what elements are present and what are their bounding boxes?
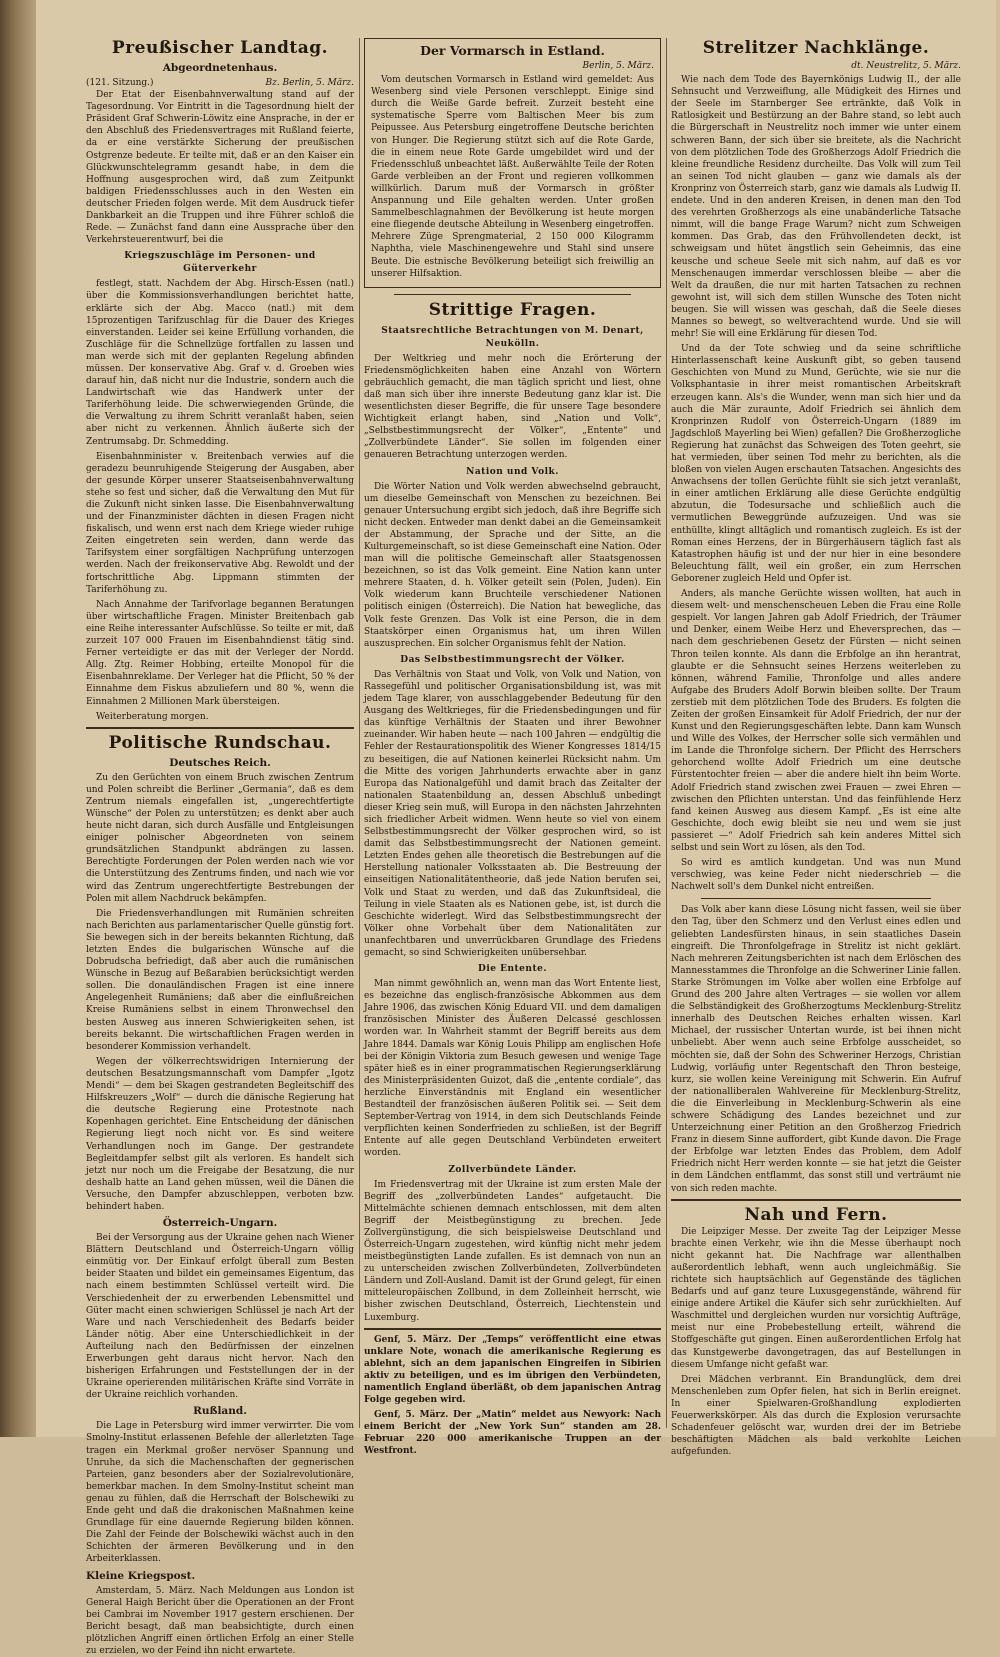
article-title-rundschau: Politische Rundschau. [86, 733, 354, 754]
paragraph: Und da der Tote schwieg und da seine schriftliche Hinterlassenschaft keine Auskunft gibt, so geben tausend Geschichten von Mund zu Mund, Gerüchte, wie sie nur die Volksphantasie in ihrer meist romantischen Arbeitskraft erzeugen kann. Als's die Wunder, wenn man sich hier und da auch die Mär zuraunte, Adolf Friedrich sei ähnlich dem Kronprinzen Rudolf von Österreich-Ungarn (1889 im Jagdschloß Mayerling bei Wien) gefallen? Die Großherzogliche Regierung hat zunächst das Schweigen des Toten geehrt, sie hat vermieden, über seinen Tod mehr zu berichten, als die bloßen von vielen Augen erschauten Tatsachen. Angesichts des Anwachsens der tollen Gerüchte fühlt sie sich jetzt veranlaßt, in einer amtlichen Erklärung alle diese Gerüchte endgültig abzutun, die Todesursache und schließlich auch die vermutlichen Beweggründe aufzuzeigen. Und was sie enthüllte, klingt alltäglich und romantisch zugleich. Es ist der Roman eines Herzens, der in Bürgerhäusern täglich fast als Katastrophen häufig ist und der nur hier in eine besondere Beleuchtung fällt, weil ein großer, ein zum Herrschen Geborener zugleich Held und Opfer ist. [671, 343, 961, 585]
landtag-session: (121. Sitzung.) [86, 77, 154, 89]
divider [701, 898, 931, 899]
article-title-landtag: Preußischer Landtag. [86, 38, 354, 59]
paragraph: So wird es amtlich kundgetan. Und was nun Mund verschwieg, was keine Feder nicht niederschrieb — die Nachwelt soll's dem Dunkel nicht entreißen. [671, 857, 961, 893]
paragraph: Amsterdam, 5. März. Nach Meldungen aus London ist General Haigh Bericht über die Operationen an der Front bei Cambrai im November 1917 gestern erschienen. Der Bericht besagt, daß man beabsichtigte, durch einen plötzlichen Angriff einen örtlichen Erfolg an einer Stelle zu erzielen, wo der Feind ihn nicht erwartete. [86, 1585, 354, 1657]
article-title-strelitz: Strelitzer Nachklänge. [671, 38, 961, 59]
divider [671, 1199, 961, 1201]
vormarsch-box [364, 38, 661, 288]
article-title-vormarsch: Der Vormarsch in Estland. [371, 43, 654, 59]
paragraph: Anders, als manche Gerüchte wissen wollten, hat auch in diesem welt- und menschenscheuen Leben die Frau eine Rolle gespielt. Vor langen Jahren gab Adolf Friedrich, der Träumer und Denker, einem Weibe Herz und Eheversprechen, das — nach dem geschriebenen Gesetz der Fürsten — nicht seinen Thron teilen konnte. Als dann die Erbfolge an ihn herantrat, glaubte er die Sehnsucht seines Herzens weiterleben zu können, während Familie, Thronfolge und alles andere Aufgabe des Bruders Adolf Borwin bleiben sollte. Der Traum zerstieb mit dem plötzlichen Tode des Bruders. Es folgten die Zeiten der großen Einsamkeit für Adolf Friedrich, der nur der Kunst und den Regierungsgeschäften lebte. Dann kam Wunsch und Wille des Volkes, der Herrscher solle sich vermählen und im Lande die Thronfolge sichern. Der Pflicht des Herrschers gehorchend wollte Adolf Friedrich um eine deutsche Fürstentochter freien — aber die andere hielt ihn beim Worte. Adolf Friedrich stand zwischen zwei Frauen — zwei Ehren — zwischen den Pflichten unterstan. Und das feinfühlende Herz fand keinen Ausweg aus diesem Kampf. „Es ist eine alte Geschichte, doch ewig bleibt sie neu und wem sie just passieret —“ Adolf Friedrich sah kein anderes Mittel sich selbst und sein Wort zu lösen, als den Tod. [671, 588, 961, 854]
column-rule [359, 38, 360, 1428]
paragraph: Der Weltkrieg und mehr noch die Erörterung der Friedensmöglichkeiten haben eine Anzahl von Wörtern gebräuchlich gemacht, die man täglich spricht und liest, ohne daß man sich über ihre innerste Bedeutung ganz klar ist. Die wesentlichsten dieser Begriffe, die für unsere Tage besondere Wichtigkeit erlangt haben, sind „Nation und Volk“, „Selbstbestimmungsrecht der Völker“, „Entente“ und „Zollverbündete Länder“. Sie sollen im folgenden einer genaueren Betrachtung unterzogen werden. [364, 353, 661, 462]
strelitz-dateline: dt. Neustrelitz, 5. März. [671, 60, 961, 72]
paragraph: Zu den Gerüchten von einem Bruch zwischen Zentrum und Polen schreibt die Berliner „Germania“, daß es dem Zentrum niemals eingefallen ist, „ungerechtfertigte Wünsche“ der Polen zu unterstützen; es denkt aber auch heute nicht daran, sich durch Ausfälle und Entgleisungen einiger polnischer Abgeordneten von seinem grundsätzlichen Standpunkt abdrängen zu lassen. Berechtigte Forderungen der Polen werden nach wie vor die Unterstützung des Zentrums finden, und nach wie vor wird das Zentrum ungerechtfertigte Bestrebungen der Polen mit allem Nachdruck bekämpfen. [86, 772, 354, 905]
section-oesterreich-ungarn: Österreich-Ungarn. [86, 1216, 354, 1230]
paragraph: Wegen der völkerrechtswidrigen Internierung der deutschen Besatzungsmannschaft vom Dampfer „Igotz Mendi“ — dem bei Skagen gestrandeten Begleitschiff des Hilfskreuzers „Wolf“ — durch die dänische Regierung hat die deutsche Regierung eine Protestnote nach Kopenhagen gerichtet. Eine Entscheidung der dänischen Regierung liegt noch nicht vor. Es sind weitere Verhandlungen noch im Gange. Der gestrandete Begleitdampfer selbst gilt als verloren. Es handelt sich jetzt nur noch um die Freigabe der Besatzung, die nur deshalb hatte an Land gehen müssen, weil die Dänen die Versuche, den Dampfer abzuschleppen, verboten bzw. behindert haben. [86, 1056, 354, 1213]
book-binding-gutter [0, 0, 36, 1437]
vormarsch-dateline: Berlin, 5. März. [371, 60, 654, 72]
paragraph: Nach Annahme der Tarifvorlage begannen Beratungen über wirtschaftliche Fragen. Minister Breitenbach gab eine Reihe interessanter Aufschlüsse. So teilte er mit, daß zurzeit 107 000 Frauen im Eisenbahndienst tätig sind. Ferner verteidigte er das mit der Verleger der Nordd. Allg. Ztg. Reimer Hobbing, erteilte Monopol für die Eisenbahnreklame. Der Verleger hat die Pflicht, 50 % der Einnahme dem Fiskus abzuliefern und 80 %, wenn die Einnahmen 2 Millionen Mark übersteigen. [86, 599, 354, 708]
paragraph: Vom deutschen Vormarsch in Estland wird gemeldet: Aus Wesenberg sind viele Personen verschleppt. Einige sind durch die Weiße Garde befreit. Zurzeit besteht eine systematische Sperre vom Baltischen Meer bis zum Peipussee. Aus Petersburg eingetroffene Deutsche berichten von Hunger. Die Regierung stützt sich auf die Rote Garde, die in einem neue Rote Garde umgebildet wird und der Friedensschluß unbeachtet läßt. Außerwählte Teile der Roten Garde verbleiben an der Front und regieren vollkommen willkürlich. Darum muß der Vormarsch in größter Anspannung und Eile gehalten werden. Unter großen Sammelbeschlagnahmen der Bevölkerung ist heute morgen eine fliegende deutsche Abteilung in Wesenberg eingetroffen. Mehrere Züge Sprengmaterial, 2 150 000 Kilogramm Naphtha, viele Maschinengewehre und Stahl sind unsere Beute. Die estnische Bevölkerung beteiligt sich freiwillig an unserer Hilfsaktion. [371, 74, 654, 280]
paragraph: Die Leipziger Messe. Der zweite Tag der Leipziger Messe brachte einen Verkehr, wie ihn die Messe überhaupt noch nicht gekannt hat. Die Nachfrage war allenthalben außerordentlich lebhaft, wenn auch ungleichmäßig. Sie richtete sich hauptsächlich auf Gegenstände des täglichen Bedarfs und auf ganz teure Luxusgegenstände, während für einige andere Artikel die Käufer sich sehr zurückhielten. Auf Waschmittel und dergleichen wurden nur vorsichtig Aufträge, meist nur eine Probebestellung erteilt, während die Stoffgeschäfte gut gingen. Einen außerordentlichen Erfolg hat das Kunstgewerbe davongetragen, das auf Bestellungen in diesem Umfange nicht gefaßt war. [671, 1226, 961, 1371]
paragraph: Weiterberatung morgen. [86, 711, 354, 723]
section-heading: Das Selbstbestimmungsrecht der Völker. [364, 654, 661, 667]
article-title-nah-und-fern: Nah und Fern. [671, 1205, 961, 1226]
section-heading: Nation und Volk. [364, 466, 661, 479]
paragraph: Der Etat der Eisenbahnverwaltung stand auf der Tagesordnung. Vor Eintritt in die Tagesordnung hielt der Präsident Graf Schwerin-Löwitz eine Ansprache, in der er den Abschluß des Friedensvertrages mit Rußland feierte, da er eine verstärkte Sicherung der preußischen Ostgrenze bedeute. Er teilte mit, daß er an den Kaiser ein Glückwunschtelegramm gesandt habe, in dem die Hoffnung ausgesprochen wird, daß zum Zeitpunkt baldigen Friedensschlusses auch in den Westen ein deutscher Frieden folgen werde. Mit dem Ausdruck tiefer Dankbarkeit an die Truppen und ihre Führer schloß die Rede. — Zunächst fand dann eine Aussprache über den Verkehrsteuerentwurf, bei die [86, 89, 354, 246]
paragraph: Im Friedensvertrag mit der Ukraine ist zum ersten Male der Begriff des „zollverbündeten Landes“ aufgetaucht. Die Mittelmächte schienen demnach entschlossen, mit dem alten Begriff der Meistbegünstigung zu brechen. Jede Zollvergünstigung, die sich beispielsweise Deutschland und Österreich-Ungarn zugestehen, wird künftig nicht mehr jedem meistbegünstigten Lande zufallen. Es ist demnach von nun an zu unterscheiden zwischen Zollverbündeten, Zollverbündeten Ländern und Zoll-Ausland. Damit ist der Grund gelegt, für einen mitteleuropäischen Zollbund, in dem Zolleinheit herrscht, wie bisher zwischen Deutschland, Österreich, Liechtenstein und Luxemburg. [364, 1179, 661, 1324]
paragraph: Man nimmt gewöhnlich an, wenn man das Wort Entente liest, es bezeichne das englisch-französische Abkommen aus dem Jahre 1906, das zwischen König Eduard VII. und dem damaligen französischen Minister des Äußeren Delcassé geschlossen worden war. In Wahrheit stammt der Begriff bereits aus dem Jahre 1844. Damals war König Louis Philipp am englischen Hofe bei der Königin Viktoria zum Besuch gewesen und wenige Tage später hieß es in einer programmatischen Regierungserklärung des Ministerpräsidenten Guizot, daß die „entente cordiale“, das herzliche Einverständnis mit England ein wesentlicher Bestandteil der französischen äußeren Politik sei. — Seit dem September-Vertrag von 1914, in dem sich Deutschlands Feinde verpflichten keinen Sonderfrieden zu schließen, ist der Begriff Entente auf alle gegen Deutschland Verbündeten erweitert worden. [364, 978, 661, 1159]
section-heading: Die Entente. [364, 963, 661, 976]
paragraph: Drei Mädchen verbrannt. Ein Brandunglück, dem drei Menschenleben zum Opfer fielen, hat sich in Berlin ereignet. In einer Spielwaren-Großhandlung explodierten Feuerwerkskörper. Als das durch die Explosion verursachte Schadenfeuer gelöscht war, wurden drei der im Betriebe beschäftigten Mädchen als bald verkohlte Leichen aufgefunden. [671, 1374, 961, 1459]
column-left [86, 38, 354, 1428]
landtag-dateline: Bz. Berlin, 5. März. [265, 77, 354, 89]
divider [86, 727, 354, 729]
section-deutsches-reich: Deutsches Reich. [86, 756, 354, 770]
paragraph: Die Lage in Petersburg wird immer verwirrter. Die vom Smolny-Institut erlassenen Befehle der allerletzten Tage tragen ein Merkmal großer nervöser Spannung und Unruhe, da sich die Machenschaften der gegnerischen Parteien, ganz besonders aber der Sozialrevolutionäre, bemerkbar machen. In dem Smolny-Institut scheint man genau zu fühlen, daß die Herrschaft der Bolschewiki zu Ende geht und daß die drakonischen Maßnahmen keine Grundlage für eine dauernde Regierung bilden können. Die Zahl der Feinde der Bolschewiki wächst auch in den Schichten der ärmeren Bevölkerung und in den Arbeiterklassen. [86, 1420, 354, 1565]
paragraph: Eisenbahnminister v. Breitenbach verwies auf die geradezu beunruhigende Steigerung der Ausgaben, aber der gesunde Körper unserer Staatseisenbahnverwaltung stehe so fest und sicher, daß die Verwaltung den Mut für die Zukunft nicht sinken lasse. Die Eisenbahnverwaltung und der Finanzminister dächten in diesen Fragen nicht fiskalisch, und wenn erst nach dem Kriege wieder ruhige Zeiten eingetreten sein werden, dann werde das Tarifsystem einer sorgfältigen Nachprüfung unterzogen werden. Nach der freikonservative Abg. Rewoldt und der fortschrittliche Abg. Lippmann stimmten der Tariferhöhung zu. [86, 451, 354, 596]
paragraph: Bei der Versorgung aus der Ukraine gehen nach Wiener Blättern Deutschland und Österreich-Ungarn völlig einmütig vor. Der Einkauf erfolgt überall zum Besten beider Staaten und bildet ein gemeinsames Eigentum, das nach einem bestimmten Schlüssel verteilt wird. Die Verschiedenheit der zu erwerbenden Lebensmittel und Güter macht einen schwierigen Schlüssel je nach Art der Ware und nach Verschiedenheit des Bedarfs beider Länder nötig. Aber eine Unterschiedlichkeit in der Aufteilung nach den Bedürfnissen der einzelnen Erwerbungen geht daraus nicht hervor. Nach den bisherigen Erfahrungen und Feststellungen der in der Ukraine operierenden militärischen Kräfte sind Vorräte in der Ukraine reichlich vorhanden. [86, 1232, 354, 1401]
paragraph: Wie nach dem Tode des Bayernkönigs Ludwig II., der alle Sehnsucht und Verzweiflung, alle Müdigkeit des Hirnes und der Seele im Starnberger See ertränkte, daß Volk in Ratlosigkeit und Bestürzung an der Bahre stand, so lebt auch die Bürgerschaft in Neustrelitz noch immer wie unter einem schweren Bann, der sich über sie breitete, als die Nachricht von dem plötzlichen Tode des Großherzogs Adolf Friedrich die kleine freundliche Residenz durcheilte. Das Volk will zum Teil an seinen Tod nicht glauben — ganz wie damals als der Kronprinz von Österreich starb, ganz wie damals als Ludwig II. endete. Und in den anderen Kreisen, in denen man den Tod des verehrten Großherzogs als eine unabänderliche Tatsache nimmt, will die bange Frage Warum? nicht zum Schweigen kommen. Das Grab, das den Frühvollendeten deckt, ist schweigsam und hütet ängstlich sein Geheimnis, das eine keusche und scheue Seele mit sich nahm, auf daß es vor Menschenaugen immerdar verschlossen bleibe — aber die Welt da draußen, die nur mit harten Tatsachen zu rechnen gewohnt ist, will sich dem stillen Wunsche des Toten nicht beugen. Sie will wissen was geschah, daß die Seele dieses Mannes so bewegt, so weltverachtend wurde. Und sie will mehr! Sie will eine Erklärung für diesen Tod. [671, 74, 961, 340]
paragraph: festlegt, statt. Nachdem der Abg. Hirsch-Essen (natl.) über die Kommissionsverhandlungen berichtet hatte, erklärte sich der Abg. Macco (natl.) mit dem 15prozentigen Tarifzuschlag für die Dauer des Krieges einverstanden. Leider sei keine Erfüllung vorhanden, die Zuschläge für die Schnellzüge fortfallen zu lassen und man werde sich mit der geplanten Regelung abfinden müssen. Der konservative Abg. Graf v. d. Groeben wies darauf hin, daß nicht nur die Industrie, sondern auch die Landwirtschaft wie das Handwerk unter der Tariferhöhung leide. Die schwerwiegenden Gründe, die die Verwaltung zu ihrem Schritt veranlaßt haben, seien aber nicht zu verkennen. Ähnlich äußerte sich der Zentrumsabg. Dr. Schmedding. [86, 278, 354, 447]
newspaper-page [36, 0, 996, 1437]
section-heading: Zollverbündete Länder. [364, 1164, 661, 1177]
section-kriegspost: Kleine Kriegspost. [86, 1569, 354, 1583]
column-rule [666, 38, 667, 1428]
divider [394, 294, 631, 295]
column-right [671, 38, 961, 1428]
paragraph: Das Verhältnis von Staat und Volk, von Volk und Nation, von Rassegefühl und politischer Organisationsbildung ist, was mit jedem Tage klarer, von ausschlaggebender Bedeutung für den Ausgang des Weltkrieges, für die Friedensbedingungen und für das künftige Verhältnis der Staaten und ihrer Bewohner zueinander. Wir haben heute — nach 100 Jahren — endgültig die Fehler der Restaurationspolitik des Wiener Kongresses 1814/15 zu beseitigen, die auf Nationen keinerlei Rücksicht nahm. Um die Mitte des vorigen Jahrhunderts erwachte aber in ganz Europa das Nationalgefühl und damit brach das Zeitalter der nationalen Staatenbildung an, dessen Abschluß unbedingt dieser Krieg sein muß, will Europa in den nächsten Jahrzehnten sich friedlicher Arbeit widmen. Wenn heute so viel von einem Selbstbestimmungsrecht der Völker gesprochen wird, so ist damit das Selbstbestimmungsrecht der Nationen gemeint. Letzten Endes gehen alle theoretisch die Bestrebungen auf die Herstellung nationaler Volksstaaten ab. Die Bestreuung der einseitigen Nationalitätentheorie, daß jede Nation berufen sei, Volk und Staat zu werden, und daß das Zukunftsideal, die Teilung in viele Staaten als es Nationen gebe, ist, ist durch die Geschichte widerlegt. Wird das Selbstbestimmungsrecht der Völker ohne Vorbehalt über dem Nationalitäten zur unanfechtbaren und unverrückbaren Grundlage des Friedens gemacht, so sind Schwierigkeiten unübersehbar. [364, 669, 661, 959]
landtag-meta [86, 77, 354, 89]
column-middle [364, 38, 661, 1428]
paragraph: Die Friedensverhandlungen mit Rumänien schreiten nach Berichten aus parlamentarischer Quelle günstig fort. Sie bewegen sich in der bereits bekannten Richtung, daß letzten Endes die bulgarischen Wünsche auf die Dobrudscha befriedigt, daß aber auch die rumänischen Wünsche in Bezug auf Beßarabien berücksichtigt werden sollen. Die donauländischen Fragen ist eine innere Angelegenheit Rumäniens; daß aber die einflußreichen Kreise Rumäniens selbst in einem Thronwechsel den besten Ausweg aus inneren Schwierigkeiten sehen, ist bereits bekannt. Die wirtschaftlichen Fragen werden in besonderer Kommission verhandelt. [86, 908, 354, 1053]
news-item-genf-2: Genf, 5. März. Der „Matin“ meldet aus Newyork: Nach einem Bericht der „New York Sun“ standen am 28. Februar 220 000 amerikanische Truppen an der Westfront. [364, 1409, 661, 1457]
divider [364, 1328, 661, 1330]
news-item-genf-1: Genf, 5. März. Der „Temps“ veröffentlicht eine etwas unklare Note, wonach die amerikanische Regierung es ablehnt, sich an dem japanischen Eingreifen in Sibirien aktiv zu beteiligen, und es im übrigen den Verbündeten, namentlich England überläßt, ob dem japanischen Antrag Folge gegeben wird. [364, 1334, 661, 1407]
section-heading: Kriegszuschläge im Personen- und Güterverkehr [86, 250, 354, 276]
section-russland: Rußland. [86, 1404, 354, 1418]
paragraph: Die Wörter Nation und Volk werden abwechselnd gebraucht, um dieselbe Gemeinschaft von Menschen zu bezeichnen. Bei genauer Untersuchung ergibt sich jedoch, daß ihre Begriffe sich nicht decken. Entweder man denkt dabei an die Gemeinsamkeit der Abstammung, der Sprache und der Sitte, an die Kulturgemeinschaft, so ist diese Gemeinschaft eine Nation. Oder man will die politische Gemeinschaft aller Staatsgenossen bezeichnen, so ist das Volk gemeint. Eine Nation kann unter mehrere Staaten, d. h. Völker geteilt sein (Polen, Juden). Ein Volk wiederum kann Bruchteile verschiedener Nationen politisch einigen (Österreich). Die Nation hat bewegliche, das Volk feste Grenzen. Das Volk ist eine Person, die in dem Staatskörper einen Organismus hat, um ihren Willen auszusprechen. Ein solcher Organismus fehlt der Nation. [364, 481, 661, 650]
article-byline: Staatsrechtliche Betrachtungen von M. Denart, Neukölln. [364, 325, 661, 351]
article-subtitle-abgeordnetenhaus: Abgeordnetenhaus. [86, 61, 354, 75]
paragraph: Das Volk aber kann diese Lösung nicht fassen, weil sie über den Tag, über den Schmerz und den Verlust eines edlen und geliebten Landesfürsten hinaus, in sein staatliches Dasein eingreift. Die Thronfolgefrage in Strelitz ist nicht geklärt. Nach mehreren Zeitungsberichten ist nach dem Erlöschen des Mannesstammes die Thronfolge an die Schweriner Linie fallen. Starke Strömungen im Volke aber wollen eine Erbfolge auf Grund des 200 Jahre alten Vertrages — sie wollen vor allem die Selbständigkeit des Großherzogtums Mecklenburg-Strelitz innerhalb des Deutschen Reiches erhalten wissen. Karl Michael, der russischer Untertan wurde, ist bei ihnen nicht unbeliebt. Aber wenn auch seine Erbfolge ausscheidet, so möchten sie, daß der Sohn des Schweriner Herzogs, Christian Ludwig, vorläufig unter Regentschaft den Thron besteige, kurz, sie wollen keine Vereinigung mit Schwerin. Ein Aufruf der nationalliberalen Wahlvereine für Mecklenburg-Strelitz, die die Einverleibung in Mecklenburg-Schwerin als eine schwere Schädigung des Landes bezeichnet und zur Unterzeichnung einer Petition an den Großherzog Friedrich Franz in diesem Sinne auffordert, gibt Kunde davon. Die Frage der Erbfolge war letzten Endes das Problem, dem Adolf Friedrich nicht Herr werden konnte — sie hat jetzt die Geister in dem Ländchen entflammt, das sonst still und verträumt nie von sich reden machte. [671, 904, 961, 1194]
article-title-strittige-fragen: Strittige Fragen. [364, 300, 661, 321]
